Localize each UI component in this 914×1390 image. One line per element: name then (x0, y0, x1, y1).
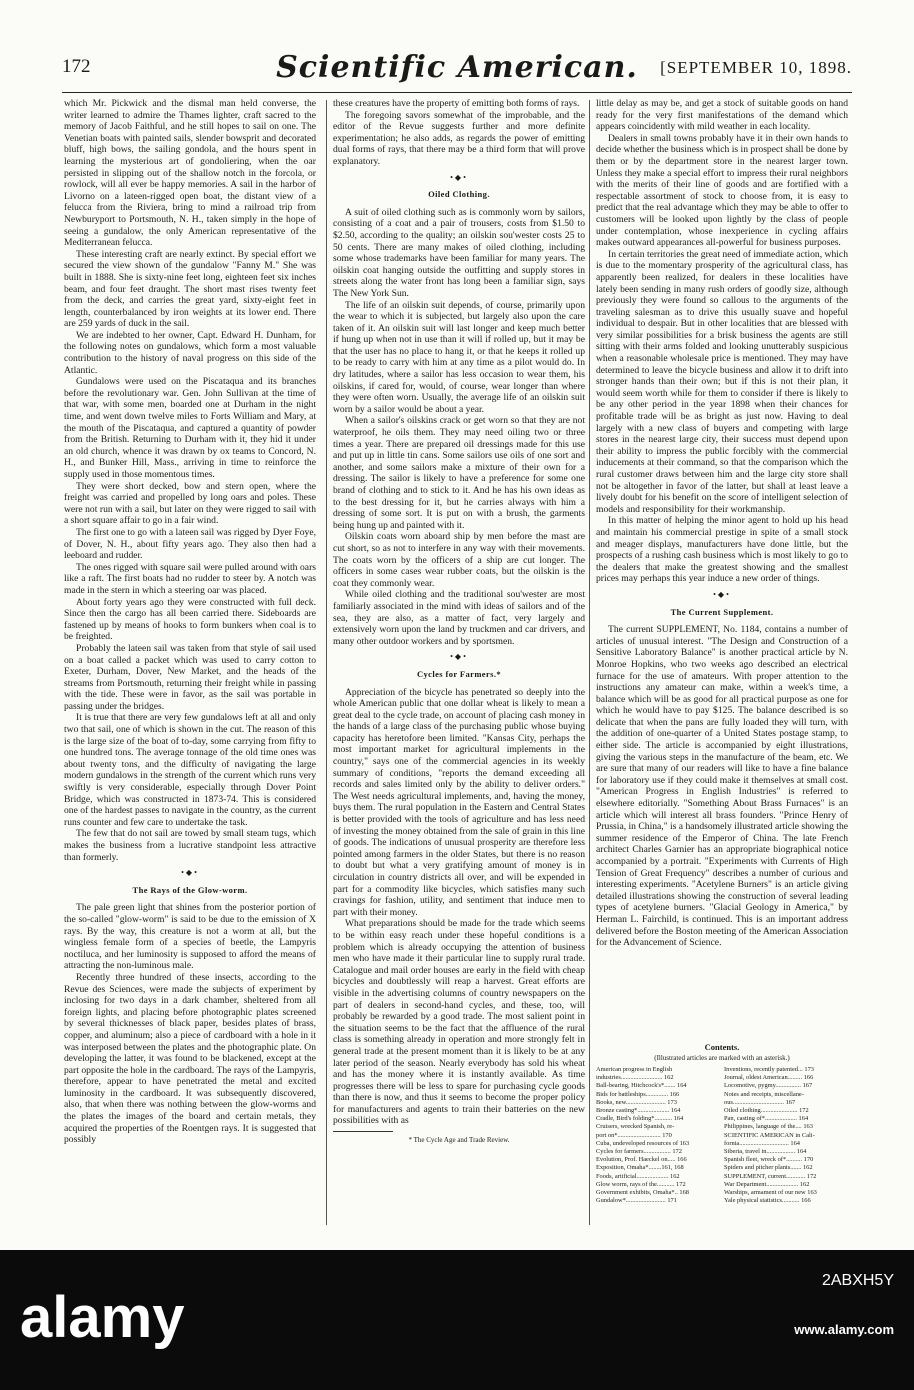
column-2 (333, 98, 585, 1228)
article-heading: The Current Supplement. (670, 606, 774, 617)
paragraph: The ones rigged with square sail were pulled around with oars like a raft. The first boats had no rudder to steer by. A notch was made in the stern in which a steering oar was placed. (64, 561, 316, 596)
paragraph: Dealers in small towns probably have it in their own hands to decide whether the business which is in prospect shall be done by them or by the department store in the nearest larger town. Unless they make a special effort to impress their rural neighbors with the merits of their line of goods and are fortified with a respectable assortment of stock to choose from, it is easy to predict that the real advantage which they may be able to offer to customers will be looked upon lightly by the class of people under contemplation, whose inexperience in cycling affairs makes outward appearances all-powerful for business purposes. (596, 132, 848, 249)
issue-date: [SEPTEMBER 10, 1898. (660, 58, 852, 77)
contents-entry: Foods, artificial.................... 162 (596, 1172, 680, 1180)
contents-grid (596, 1066, 848, 1205)
column-1 (64, 98, 316, 1228)
contents-entry: Warships, armament of our new 163 (724, 1189, 817, 1197)
contents-entry: Oiled clothing....................... 172 (724, 1107, 809, 1115)
section-ornament: •◆• (450, 172, 468, 182)
contents-entry: fornia............................... 164 (724, 1139, 800, 1147)
alamy-logo (20, 1273, 210, 1363)
article-heading: Oiled Clothing. (428, 189, 490, 200)
paragraph: little delay as may be, and get a stock of suitable goods on hand ready for the very first manifestations of the demand which appears coincidently with mild weather in each locality. (596, 98, 848, 133)
paragraph: The pale green light that shines from the posterior portion of the so-called "glow-worm" is said to be due to the emission of X rays. By the way, this creature is not a worm at all, but the wingless female form of a species of beetle, the Lampyris noctiluca, and her luminosity is supposed to afford the means of attracting the non-luminous male. (64, 902, 316, 972)
footnote-rule (333, 1131, 393, 1132)
contents-index (596, 1042, 848, 1205)
paragraph: In this matter of helping the minor agent to hold up his head and maintain his commercial prestige in spite of a small stock and meager displays, manufacturers have done little, but the prospects of a rushing cash business which is most likely to go to the dealers that make the greatest showing and the smallest prices may perhaps this year induce a new order of things. (596, 515, 848, 585)
contents-entry: Philippines, language of the.... 163 (724, 1123, 813, 1131)
paragraph: When a sailor's oilskins crack or get worn so that they are not waterproof, he oils them. They may need oiling two or three times a year. There are prepared oil dressings made for this use and put up in little tin cans. Some sailors use oils of one sort and another, and some sailors make a mixture of their own for a dressing. The sailor is likely to have a preference for some one brand of clothing and to stick to it. And he has his own ideas as to the best dressing for it, but he carries always with him a dressing of some sort. It is put on with a brush, the garments being hung up and painted with it. (333, 415, 585, 531)
contents-entry: Exposition, Omaha*........161, 168 (596, 1164, 684, 1172)
paragraph: The foregoing savors somewhat of the improbable, and the editor of the Revue suggests further and more definite experimentation; he also adds, as regards the power of emitting dual forms of rays, that there may be a third form that will prove explanatory. (333, 109, 585, 167)
column-3 (596, 98, 848, 949)
paragraph: these creatures have the property of emitting both forms of rays. (333, 98, 580, 109)
section-ornament: •◆• (450, 652, 468, 662)
paragraph: Recently three hundred of these insects, according to the Revue des Sciences, were made the subjects of experiment by inclosing for two days in a dark chamber, sheltered from all foreign lights, and placing before photographic plates screened by several thicknesses of black paper, besides plates of brass, copper, and aluminum; also a piece of cardboard with a hole in it was interposed between the plates and the photographic plate. On developing the latter, it was found to be blackened, except at the part opposite the hole in the cardboard. The rays of the Lampyris, therefore, appear to have penetrated the metal and excited luminosity in the cardboard. It was subsequently discovered, also, that when there was nothing between the glow-worms and the plates the images of the board and certain metals, they acquired the properties of the Roentgen rays. It is suggested that possibly (64, 971, 316, 1146)
paragraph: The few that do not sail are towed by small steam tugs, which makes the business from a lucrative standpoint less attractive than formerly. (64, 828, 316, 863)
contents-entry: Glow worm, rays of the........... 172 (596, 1180, 686, 1188)
paragraph: A suit of oiled clothing such as is commonly worn by sailors, consisting of a coat and a pair of trousers, costs from $1.50 to $2.50, according to the quality; an oilskin sou'wester costs 25 to 50 cents. There are many makes of oiled clothing, including some whose trademarks have been familiar for many years. The oilskin coat hanging outside the outfitting and supply stores in streets along the water front has long been a familiar sign, says The New York Sun. (333, 206, 585, 299)
column-divider (589, 100, 590, 1225)
image-id: 2ABXH5Y (821, 1272, 894, 1289)
contents-entry: Locomotive, pygmy................ 167 (724, 1082, 813, 1090)
header-rule (62, 92, 852, 93)
contents-title: Contents. (704, 1042, 740, 1052)
paragraph: They were short decked, bow and stern open, where the freight was carried and propelled by long oars and poles. These were not run with a sail, but later on they were rigged to sail with a short square affair to go in a fair wind. (64, 480, 316, 527)
paragraph: About forty years ago they were constructed with full deck. Since then the cargo has all been carried there. Sideboards are fastened up by means of hooks to form bunkers when coal is to be freighted. (64, 596, 316, 643)
article-heading: The Rays of the Glow-worm. (132, 884, 248, 895)
contents-entry: Books, new......................... 173 (596, 1098, 677, 1106)
section-ornament: •◆• (713, 589, 731, 599)
contents-entry: Bronze casting*.................... 164 (596, 1107, 681, 1115)
contents-entry: Spiders and pitcher plants....... 162 (724, 1164, 813, 1172)
contents-entry: Cruisers, wrecked Spanish, re- (596, 1123, 675, 1131)
contents-entry: SUPPLEMENT, current............ 172 (724, 1172, 817, 1180)
page-header (62, 50, 852, 90)
section-ornament: •◆• (181, 868, 199, 878)
article-heading: Cycles for Farmers.* (416, 668, 502, 679)
masthead-title: Scientific American. (276, 50, 638, 85)
contents-entry: port on*........................... 170 (596, 1131, 672, 1139)
contents-entry: Spanish fleet, wreck of*.......... 170 (724, 1156, 814, 1164)
contents-entry: Cycles for farmers................. 172 (596, 1148, 682, 1156)
paragraph: It is true that there are very few gundalows left at all and only two that sail, one of which is shown in the cut. The reason of this is the large size of the boat of to-day, some carrying from fifty to one hundred tons. The average tonnage of the old time ones was about twenty tons, and the difficulty of navigating the large modern gundalows in the strength of the current which runs very swiftly is very considerable, especially through Dover Point Bridge, which was constructed in 1873-74. This is considered one of the hardest passes to navigate in the country, as the current runs counter and few care to undertake the task. (64, 712, 316, 828)
paragraph: Probably the lateen sail was taken from that style of sail used on a boat called a packet which was used to carry cotton to Exeter, Durham, Dover, New Market, and the heads of the streams from Portsmouth, returning their freight while in passing with the tide. These were in favor, as the sail was portable in passing under the bridges. (64, 642, 316, 712)
contents-entry: ous................................ 167 (724, 1098, 796, 1106)
svg-text:alamy: alamy (20, 1285, 185, 1350)
paragraph: While oiled clothing and the traditional sou'wester are most familiarly associated in the mind with ideas of sailors and of the sea, they are also, as a matter of fact, very largely and extensively worn upon the land by truckmen and car drivers, and many other outdoor workers and by sportsmen. (333, 589, 585, 647)
contents-entry: Gundalow*......................... 171 (596, 1197, 677, 1205)
paragraph: Oilskin coats worn aboard ship by men before the mast are cut short, so as not to interfere in any way with their movements. The coats worn by the officers of a ship are cut longer. The officers in some cases wear rubber coats, but the oilskin is the coat they commonly wear. (333, 531, 585, 589)
contents-entry: Journal, oldest American......... 166 (724, 1074, 814, 1082)
paragraph: Gundalows were used on the Piscataqua and its branches before the revolutionary war. Gen. John Sullivan at the time of that war, with some men, boarded one at Durham in the night time, and went down twelve miles to Forts William and Mary, at the mouth of the Piscataqua, and captured a quantity of powder from the British. Returning to Durham with it, they hid it under an old church, whence it was drawn by ox teams to Concord, N. H., and Bunker Hill, Mass., arriving in time to reinforce the supply used in those momentous times. (64, 376, 316, 480)
contents-left-column (596, 1066, 720, 1205)
paragraph: The first one to go with a lateen sail was rigged by Dyer Foye, of Dover, N. H., about fifty years ago. They also then had a leeboard and rudder. (64, 526, 316, 562)
paragraph: which Mr. Pickwick and the dismal man held converse, the writer learned to admire the Thames lighter, craft sacred to the memory of Jacob Faithful, and he still hopes to sail on one. The Venetian boats with painted sails, slender bowsprit and decorated bluff, high bows, the sailing gondola, and the hours spent in learning the mysterious art of gondoliering, when the oar persisted in slipping out of the shallow notch in the forcola, or rowlock, will all ever be happy memories. A sail in the harbor of Livorno on a lateen-rigged open boat, the distant view of a felucca from the Riviera, bring to mind a railroad trip from Newburyport to Portsmouth, N. H., taken simply in the hope of seeing a gundalow, the only American representative of the Mediterranean felucca. (64, 98, 316, 249)
contents-entry: Evolution, Prof. Haeckel on..... 166 (596, 1156, 687, 1164)
contents-entry: Cradle, Bird's folding*........... 164 (596, 1115, 684, 1123)
contents-entry: Government exhibits, Omaha*.. 168 (596, 1189, 690, 1197)
paragraph: What preparations should be made for the trade which seems to be within easy reach under these hopeful conditions is a problem which is already occupying the attention of business men who have made it their particular line to supply rural trade. Catalogue and mail order houses are early in the field with cheap bicycles and doubtlessly will reap a harvest. Great efforts are visible in the advertising columns of country newspapers on the part of dealers in second-hand cycles, and these, too, will probably be rewarded by a good trade. The most salient point in the situation seems to be the fact that the affluence of the rural class is something already in operation and more strongly felt in general trade at the present moment than it is likely to be at any later period of the season. Nearly everybody has sold his wheat and has the money where it is instantly available. As time progresses there will be less to spare for purchasing cycle goods than there is now, and thus it seems to become the proper policy for manufacturers and agents to train their batteries on the new possibilities with as (333, 918, 585, 1127)
contents-note: (Illustrated articles are marked with an asterisk.) (654, 1054, 790, 1062)
contents-entry: Yale physical statistics........... 166 (724, 1197, 811, 1205)
page-number: 172 (62, 56, 91, 77)
contents-entry: industries.......................... 162 (596, 1074, 674, 1082)
contents-entry: Bids for battleships.............. 166 (596, 1090, 680, 1098)
contents-entry: SCIENTIFIC AMERICAN in Cali- (724, 1131, 815, 1139)
paragraph: In certain territories the great need of immediate action, which is due to the momentary prosperity of the agricultural class, has apparently been realized, for dealers in these localities have lately been sending in many rush orders of goodly size, although previously they were found so callous to the arguments of the traveling salesman as to drive this usually suave and hopeful individual to despair. But in other localities that are blessed with very similar possibilities for a brisk business the agents are still sitting with their arms folded and looking unutterably suspicious when a reasonable wholesale price is mentioned. They may have determined to leave the bicycle business and allow it to drift into stronger hands than their own; but if this is not their plan, it would seem worth while for them to consider if there is likely to be any other period in the year 1898 when their chances for profitable trade will be as bright as just now. Having to deal largely with a new class of buyers and competing with large stores in the nearest large city, their success must depend upon their ability to impress the public forcibly with the commercial inducements at their command, so that the comparison which the rural customer draws between him and the large city store shall not be altogether in favor of the latter, but shall at least leave a lively doubt for his benefit on the score of intelligent selection of models and responsibility for their workmanship. (596, 248, 848, 515)
contents-entry: Notes and receipts, miscellane- (724, 1090, 804, 1098)
watermark-url: www.alamy.com (794, 1322, 894, 1337)
contents-entry: American progress in English (596, 1066, 673, 1073)
contents-entry: Ball-bearing, Hitchcock's*....... 164 (596, 1082, 687, 1090)
contents-entry: Pan, casting of*.................... 164 (724, 1115, 809, 1123)
contents-entry: Inventions, recently patented... 173 (724, 1066, 814, 1073)
paragraph: We are indebted to her owner, Capt. Edward H. Dunham, for the following notes on gundalows, which form a most valuable contribution to the history of naval progress on this side of the Atlantic. (64, 329, 316, 376)
contents-entry: War Department.................... 162 (724, 1180, 810, 1188)
paragraph: The current SUPPLEMENT, No. 1184, contains a number of articles of unusual interest. "The Design and Construction of a Sensitive Laboratory Balance" is another practical article by N. Monroe Hopkins, who two weeks ago described an electrical furnace for the use of amateurs. With proper attention to the instructions any amateur can make, within a week's time, a balance which will be as good for all practical purpose as one for which he would have to pay $125. The balance described is so delicate that when the pans are fully loaded they will turn, with the addition of one-quarter of a United States postage stamp, to either side. The article is accompanied by eight illustrations, giving the various steps in the manufacture of the beam, etc. We are sure that many of our readers will like to have a fine balance for laboratory use if they could make it themselves at small cost. "American Progress in English Industries" is referred to elsewhere editorially. "Something About Brass Furnaces" is an article which will interest all brass founders. "Prince Henry of Prussia, in China," is a handsomely illustrated article showing the summer residence of the Emperor of China. The late French architect Charles Garnier has an appropriate biographical notice accompanied by a portrait. "Experiments with Currents of High Tension of Great Frequency" describes a number of curious and interesting experiments. "Acetylene Burners" is an article giving detailed illustrations showing the construction of several leading types of acetylene burners. "Glacial Geology in America," by Herman L. Fairchild, is continued. This is an important address delivered before the Boston meeting of the American Association for the Advancement of Science. (596, 624, 848, 949)
paragraph: The life of an oilskin suit depends, of course, primarily upon the wear to which it is subjected, but largely also upon the care taken of it. An oilskin suit will last longer and keep much better if hung up when not in use than it will if rolled up, but it may be that the user has no place to hang it, or that he keeps it rolled up to be ready to carry with him at any time as a pilot would do. In dry latitudes, where a sailor has less occasion to wear them, his oilskins, if cared for, would, of course, wear longer than where they were often worn. Usually, the average life of an oilskin suit worn by a sailor would be about a year. (333, 299, 585, 415)
column-divider (326, 100, 327, 1225)
footnote: * The Cycle Age and Trade Review. (408, 1136, 510, 1145)
paragraph: Appreciation of the bicycle has penetrated so deeply into the whole American public that one dollar wheat is likely to mean a great deal to the cycle trade, on account of placing cash money in the hands of a large class of the purchasing public whose buying capacity has heretofore been limited. "Kansas City, perhaps the most important market for agricultural implements in the country," says one of the commercial agencies in its weekly summary of conditions, "reports the demand exceeding all records and sales limited only by the ability to deliver orders." The West needs agricultural implements, and, having the money, buys them. The rural population in the Eastern and Central States is better provided with the tools of agriculture and has less need of investing the money obtained from the sale of grain in this line of goods. The indications of unusual prosperity are therefore less pointed among farmers in the older States, but there is no reason to doubt but what a very gratifying amount of money is in circulation in country districts all over, and will be expended in part for a commodity like bicycles, which satisfies many such cravings for fashion, utility, and sentiment that induce men to part with their money. (333, 686, 585, 918)
contents-entry: Siberia, travel in.................. 164 (724, 1148, 807, 1156)
contents-entry: Cuba, undeveloped resources of 163 (596, 1139, 690, 1147)
contents-right-column (724, 1066, 848, 1205)
paragraph: These interesting craft are nearly extinct. By special effort we secured the view shown of the gundalow "Fanny M." She was built in 1888. She is sixty-nine feet long, eighteen feet six inches beam, and four feet draught. The short mast rises twenty feet from the deck, and carries the great yard, sixty-eight feet in length, counterbalanced by iron weights at its lower end. There are 259 yards of duck in the sail. (64, 248, 316, 330)
